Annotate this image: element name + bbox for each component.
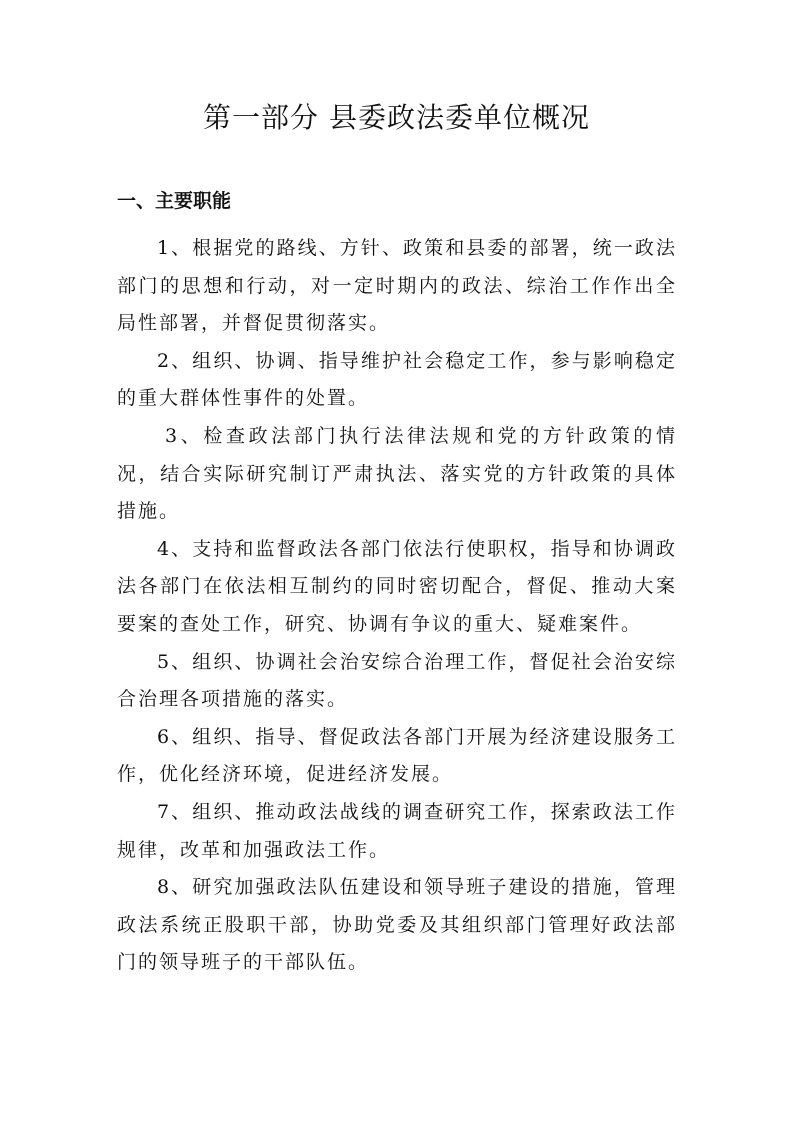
paragraph-2: 2、组织、协调、指导维护社会稳定工作，参与影响稳定的重大群体性事件的处置。 bbox=[117, 349, 677, 410]
paragraph-5: 5、组织、协调社会治安综合治理工作，督促社会治安综合治理各项措施的落实。 bbox=[117, 650, 677, 711]
paragraph-8: 8、研究加强政法队伍建设和领导班子建设的措施，管理政法系统正股职干部，协助党委及其组织部门管理好政法部门的领导班子的干部队伍。 bbox=[117, 876, 677, 974]
page-title: 第一部分 县委政法委单位概况 bbox=[203, 101, 590, 134]
section-heading: 一、主要职能 bbox=[117, 190, 232, 212]
paragraph-3: 3、检查政法部门执行法律法规和党的方针政策的情况，结合实际研究制订严肃执法、落实党的方针政策的具体措施。 bbox=[117, 424, 677, 523]
paragraph-4: 4、支持和监督政法各部门依法行使职权，指导和协调政法各部门在依法相互制约的同时密切配合，督促、推动大案要案的查处工作，研究、协调有争议的重大、疑难案件。 bbox=[117, 537, 677, 635]
paragraph-6: 6、组织、指导、督促政法各部门开展为经济建设服务工作，优化经济环境，促进经济发展。 bbox=[117, 725, 677, 786]
paragraph-1: 1、根据党的路线、方针、政策和县委的部署，统一政法部门的思想和行动，对一定时期内的政法、综治工作作出全局性部署，并督促贯彻落实。 bbox=[117, 237, 677, 335]
body-text bbox=[117, 230, 677, 982]
paragraph-7: 7、组织、推动政法战线的调查研究工作，探索政法工作规律，改革和加强政法工作。 bbox=[117, 800, 677, 861]
